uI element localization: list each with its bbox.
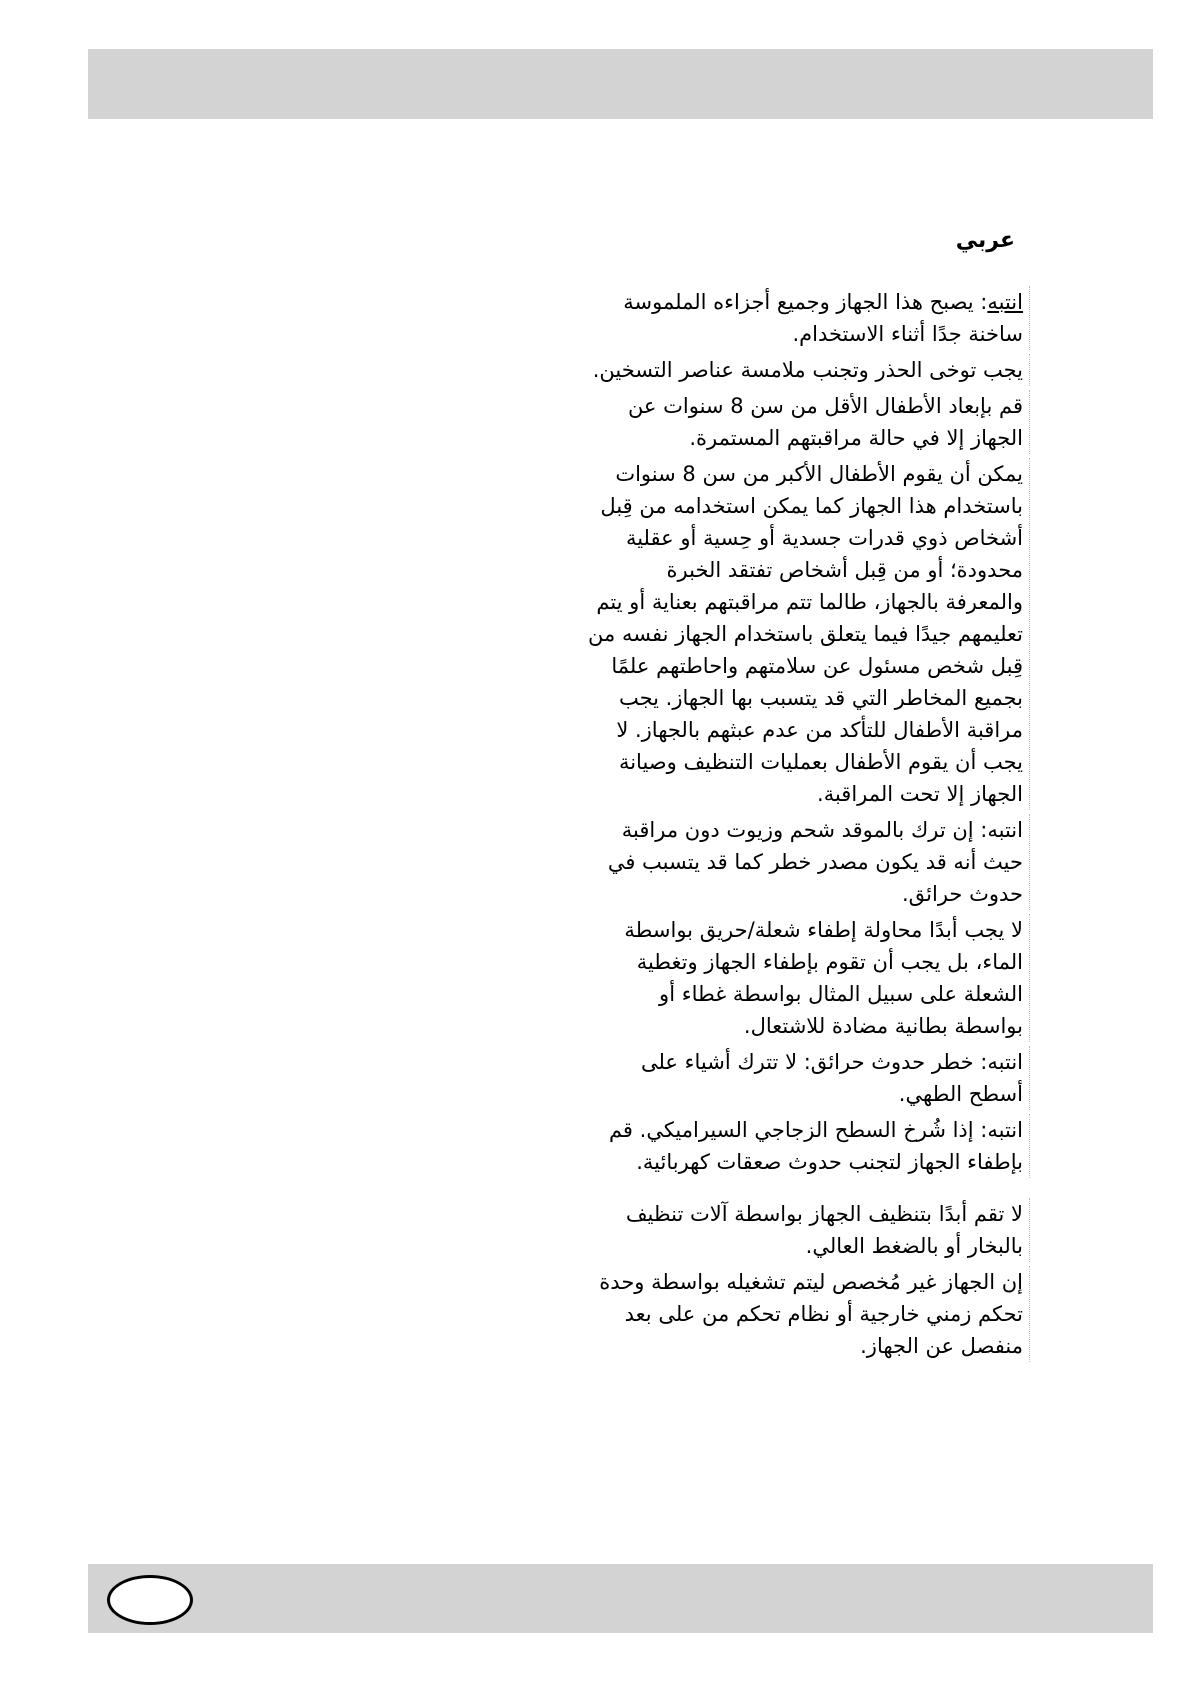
- paragraph-extinguish-fire: لا يجب أبدًا محاولة إطفاء شعلة/حريق بواسطة الماء، بل يجب أن تقوم بإطفاء الجهاز وتغطية الشعلة على سبيل المثال بواسطة غطاء أو بواسطة بطانية مضادة للاشتعال.: [588, 914, 1030, 1042]
- footer-band: [88, 1564, 1153, 1633]
- page-number-oval: [107, 1575, 193, 1625]
- header-band: [88, 49, 1153, 119]
- paragraph-children-under-8: قم بإبعاد الأطفال الأقل من سن 8 سنوات عن الجهاز إلا في حالة مراقبتهم المستمرة.: [588, 390, 1030, 454]
- paragraph-text: : يصبح هذا الجهاز وجميع أجزاءه الملموسة ساخنة جدًا أثناء الاستخدام.: [623, 290, 1023, 346]
- language-title: عربي: [955, 228, 1015, 253]
- paragraph-external-timer: إن الجهاز غير مُخصص ليتم تشغيله بواسطة وحدة تحكم زمني خارجية أو نظام تحكم من على بعد منفصل عن الجهاز.: [588, 1266, 1030, 1362]
- paragraph-avoid-heating-elements: يجب توخى الحذر وتجنب ملامسة عناصر التسخين.: [588, 354, 1030, 386]
- paragraph-children-over-8: يمكن أن يقوم الأطفال الأكبر من سن 8 سنوات باستخدام هذا الجهاز كما يمكن استخدامه من قِبل أشخاص ذوي قدرات جسدية أو حِسية أو عقلية محدودة؛ أو من قِبل أشخاص تفتقد الخبرة والمعرفة بالجهاز، طالما تتم مراقبتهم بعناية أو يتم تعليمهم جيدًا فيما يتعلق باستخدام الجهاز نفسه من قِبل شخص مسئول عن سلامتهم واحاطتهم علمًا بجميع المخاطر التي قد يتسبب بها الجهاز. يجب مراقبة الأطفال للتأكد من عدم عبثهم بالجهاز. لا يجب أن يقوم الأطفال بعمليات التنظيف وصيانة الجهاز إلا تحت المراقبة.: [588, 458, 1030, 810]
- safety-text-column: [588, 286, 1030, 1362]
- warning-label: انتبه: [987, 290, 1023, 314]
- paragraph-cracked-surface: انتبه: إذا شُرخ السطح الزجاجي السيراميكي. قم بإطفاء الجهاز لتجنب حدوث صعقات كهربائية.: [588, 1114, 1030, 1178]
- paragraph-hot-surfaces: [588, 286, 1030, 350]
- paragraph-grease-fire: انتبه: إن ترك بالموقد شحم وزيوت دون مراقبة حيث أنه قد يكون مصدر خطر كما قد يتسبب في حدوث حرائق.: [588, 814, 1030, 910]
- paragraph-steam-cleaner: لا تقم أبدًا بتنظيف الجهاز بواسطة آلات تنظيف بالبخار أو بالضغط العالي.: [588, 1198, 1030, 1262]
- paragraph-fire-hazard: انتبه: خطر حدوث حرائق: لا تترك أشياء على أسطح الطهي.: [588, 1046, 1030, 1110]
